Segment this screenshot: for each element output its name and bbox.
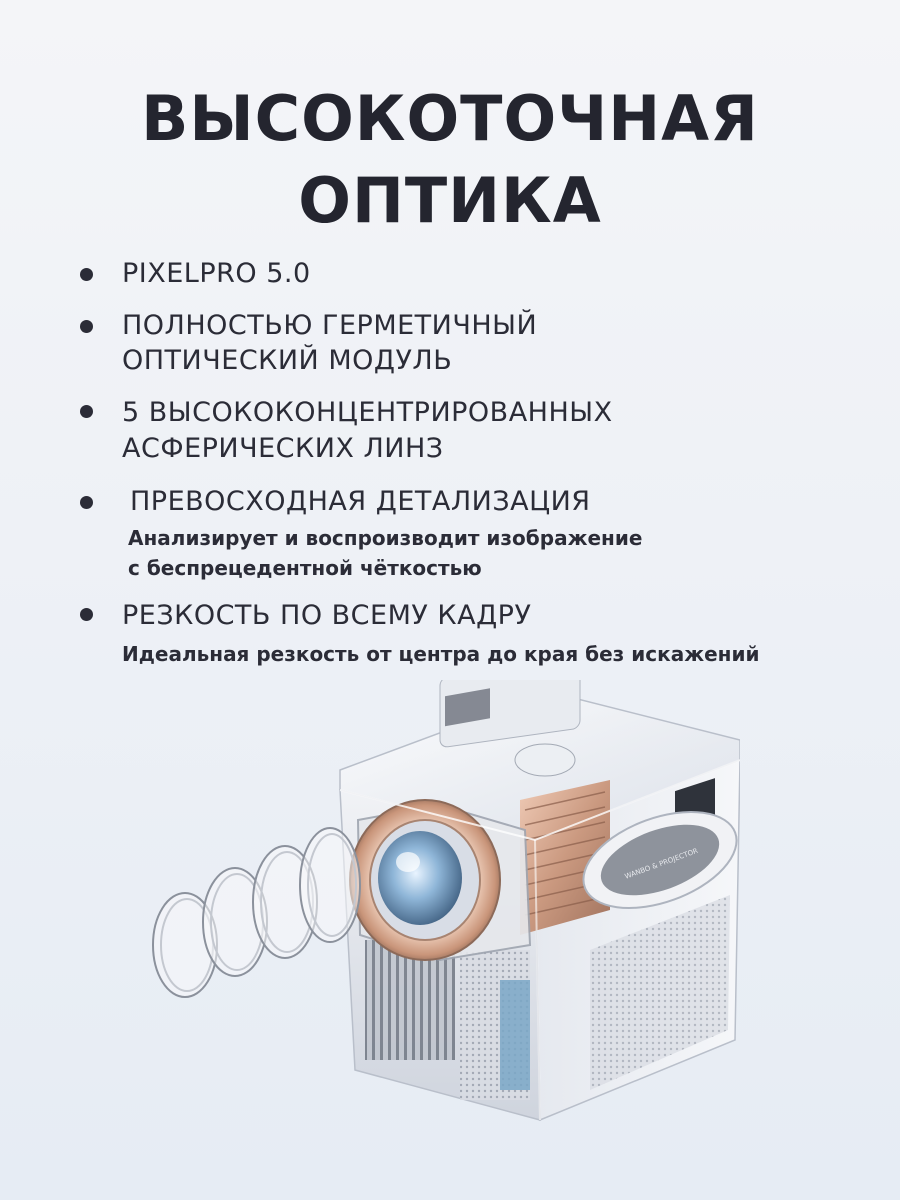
feature-title: 5 ВЫСОКОКОНЦЕНТРИРОВАННЫХ (122, 397, 613, 428)
feature-description: с беспрецедентной чёткостью (128, 556, 482, 580)
feature-description: Идеальная резкость от центра до края без искажений (122, 642, 760, 666)
feature-title: ОПТИЧЕСКИЙ МОДУЛЬ (122, 345, 453, 376)
feature-description: Анализирует и воспроизводит изображение (128, 526, 643, 550)
bullet-icon (80, 320, 93, 333)
projector-illustration (140, 680, 740, 1140)
title-line-2: ОПТИКА (298, 164, 602, 237)
feature-title: ПОЛНОСТЬЮ ГЕРМЕТИЧНЫЙ (122, 310, 538, 341)
title-line-1: ВЫСОКОТОЧНАЯ (141, 82, 759, 155)
feature-title: АСФЕРИЧЕСКИХ ЛИНЗ (122, 433, 444, 464)
feature-title: РЕЗКОСТЬ ПО ВСЕМУ КАДРУ (122, 600, 532, 631)
page-title (0, 78, 900, 242)
device-logo-text: WANBO & PROJECTOR (623, 846, 700, 881)
feature-title: ПРЕВОСХОДНАЯ ДЕТАЛИЗАЦИЯ (130, 486, 591, 517)
main-lens (350, 800, 500, 960)
feature-title: PIXELPRO 5.0 (122, 258, 311, 289)
bullet-icon (80, 405, 93, 418)
bullet-icon (80, 268, 93, 281)
bullet-icon (80, 608, 93, 621)
bullet-icon (80, 496, 93, 509)
floating-lenses (153, 828, 360, 997)
